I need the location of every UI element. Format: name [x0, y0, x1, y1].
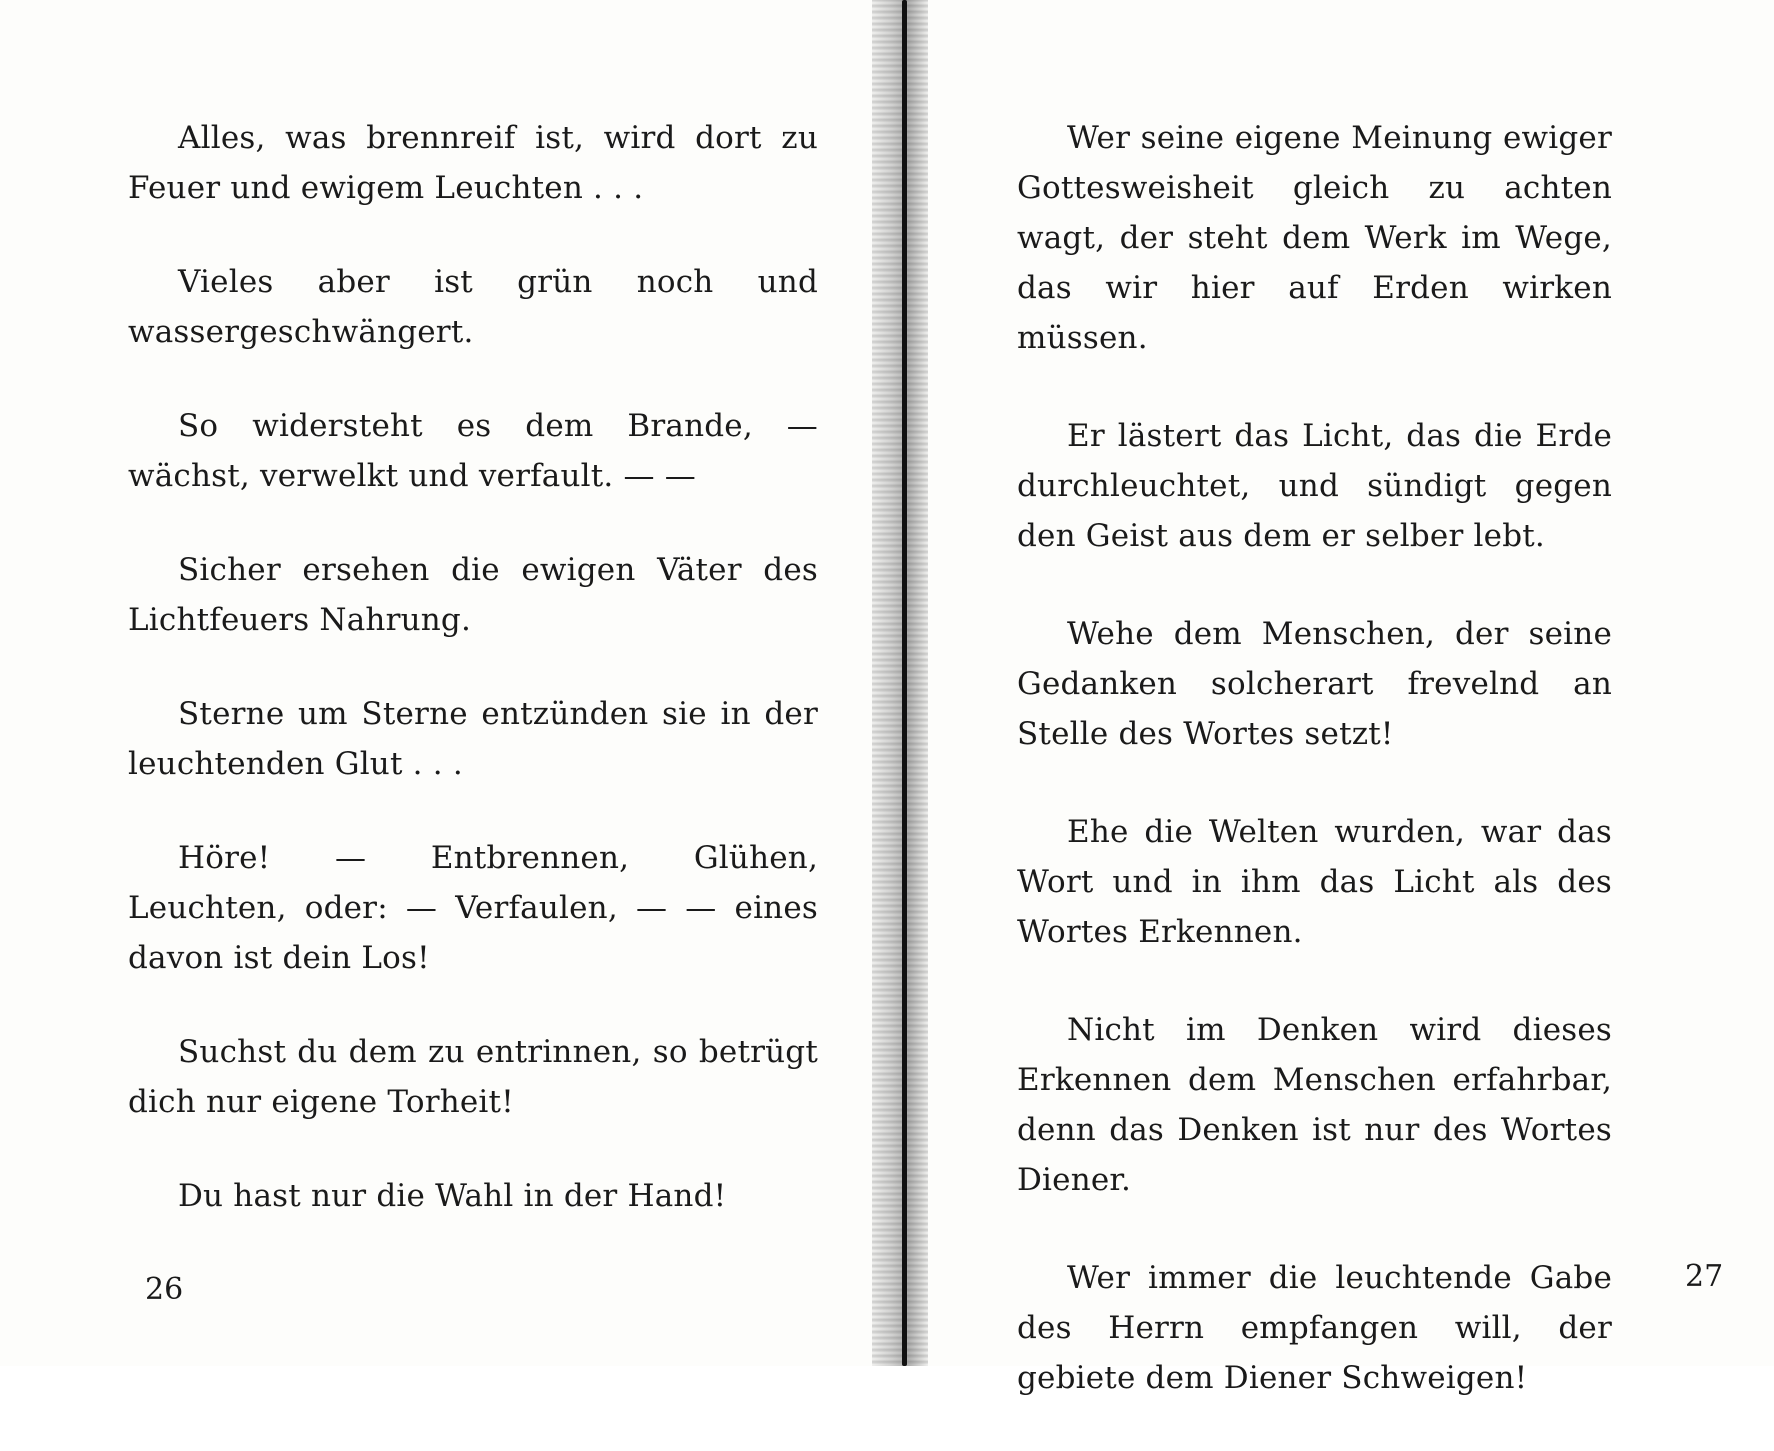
- paragraph: Vieles aber ist grün noch und wassergeschwängert.: [128, 264, 818, 350]
- paragraph: Wehe dem Menschen, der seine Gedanken solcherart frevelnd an Stelle des Wortes setzt!: [1017, 616, 1612, 752]
- paragraph: Sterne um Sterne entzünden sie in der leuchtenden Glut . . .: [128, 696, 818, 782]
- paragraph: Wer immer die leuchtende Gabe des Herrn empfangen will, der gebiete dem Diener Schweigen!: [1017, 1260, 1612, 1396]
- paragraph: Er lästert das Licht, das die Erde durchleuchtet, und sündigt gegen den Geist aus dem er selber lebt.: [1017, 418, 1612, 554]
- right-page: [905, 0, 1774, 1396]
- paragraph: Wer seine eigene Meinung ewiger Gottesweisheit gleich zu achten wagt, der steht dem Werk im Wege, das wir hier auf Erden wirken müssen.: [1017, 120, 1612, 356]
- paragraph: Alles, was brennreif ist, wird dort zu Feuer und ewigem Leuchten . . .: [128, 120, 818, 206]
- paragraph: Höre! — Entbrennen, Glühen, Leuchten, oder: — Verfaulen, — — eines davon ist dein Los!: [128, 840, 818, 976]
- paragraph: Ehe die Welten wurden, war das Wort und in ihm das Licht als des Wortes Erkennen.: [1017, 814, 1612, 950]
- paragraph: So widersteht es dem Brande, — wächst, verwelkt und verfault. — —: [128, 408, 818, 494]
- paragraph: Suchst du dem zu entrinnen, so betrügt dich nur eigene Torheit!: [128, 1034, 818, 1120]
- paragraph: Nicht im Denken wird dieses Erkennen dem Menschen erfahrbar, denn das Denken ist nur des Wortes Diener.: [1017, 1012, 1612, 1198]
- page-number-right: 27: [1685, 1259, 1724, 1294]
- page-number-left: 26: [145, 1272, 184, 1307]
- left-page: [0, 0, 880, 1366]
- left-page-text: [128, 113, 818, 1265]
- paragraph: Sicher ersehen die ewigen Väter des Lichtfeuers Nahrung.: [128, 552, 818, 638]
- right-page-text: [1017, 113, 1612, 1451]
- paragraph: Du hast nur die Wahl in der Hand!: [178, 1178, 727, 1214]
